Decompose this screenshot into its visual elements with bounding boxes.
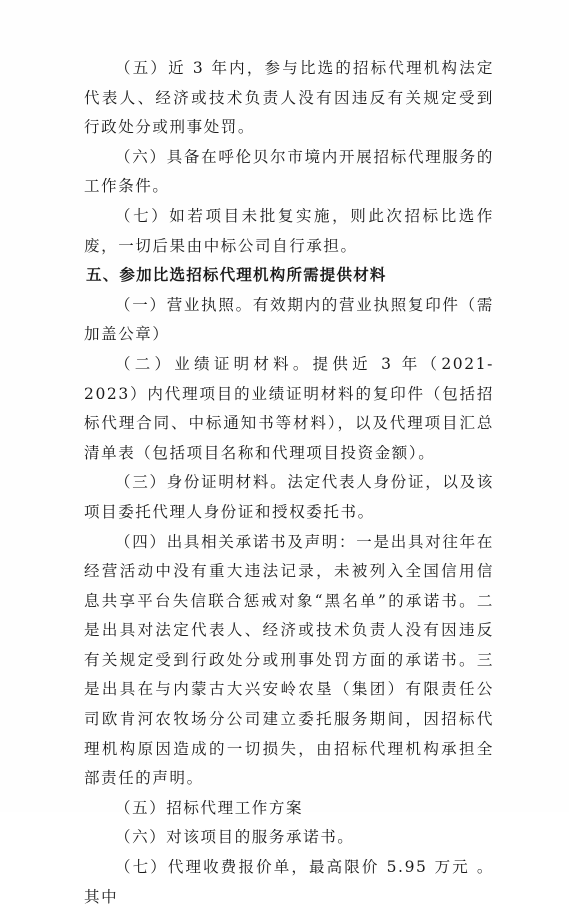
material-item-1: （一）营业执照。有效期内的营业执照复印件（需加盖公章） — [84, 295, 494, 344]
paragraph-qualification-7: （七）如若项目未批复实施，则此次招标比选作废，一切后果由中标公司自行承担。 — [84, 206, 494, 255]
material-item-3: （三）身份证明材料。法定代表人身份证，以及该项目委托代理人身份证和授权委托书。 — [84, 473, 494, 521]
material-item-2: （二）业绩证明材料。提供近 3 年（2021-2023）内代理项目的业绩证明材料的复印件（包括招标代理合同、中标通知书等材料），以及代理项目汇总清单表（包括项目名称和代理项目投资金额）。 — [84, 354, 494, 462]
material-item-5: （五）招标代理工作方案 — [115, 798, 304, 817]
document-body — [84, 54, 494, 912]
material-item-4: （四）出具相关承诺书及声明：一是出具对往年在经营活动中没有重大违法记录，未被列入全国信用信息共享平台失信联合惩戒对象“黑名单”的承诺书。二是出具对法定代表人、经济或技术负责人没有因违反有关规定受到行政处分或刑事处罚方面的承诺书。三是出具在与内蒙古大兴安岭农垦（集团）有限责任公司欧肯河农牧场分公司建立委托服务期间，因招标代理机构原因造成的一切损失，由招标代理机构承担全部责任的声明。 — [84, 532, 494, 788]
material-item-6: （六）对该项目的服务承诺书。 — [115, 828, 355, 847]
paragraph-qualification-6: （六）具备在呼伦贝尔市境内开展招标代理服务的工作条件。 — [84, 147, 494, 196]
material-item-7: （七）代理收费报价单，最高限价 5.95 万元 。其中 — [84, 858, 494, 906]
paragraph-qualification-5: （五）近 3 年内，参与比选的招标代理机构法定代表人、经济或技术负责人没有因违反有关规定受到行政处分或刑事处罚。 — [84, 59, 494, 137]
section-heading: 五、参加比选招标代理机构所需提供材料 — [86, 266, 387, 285]
